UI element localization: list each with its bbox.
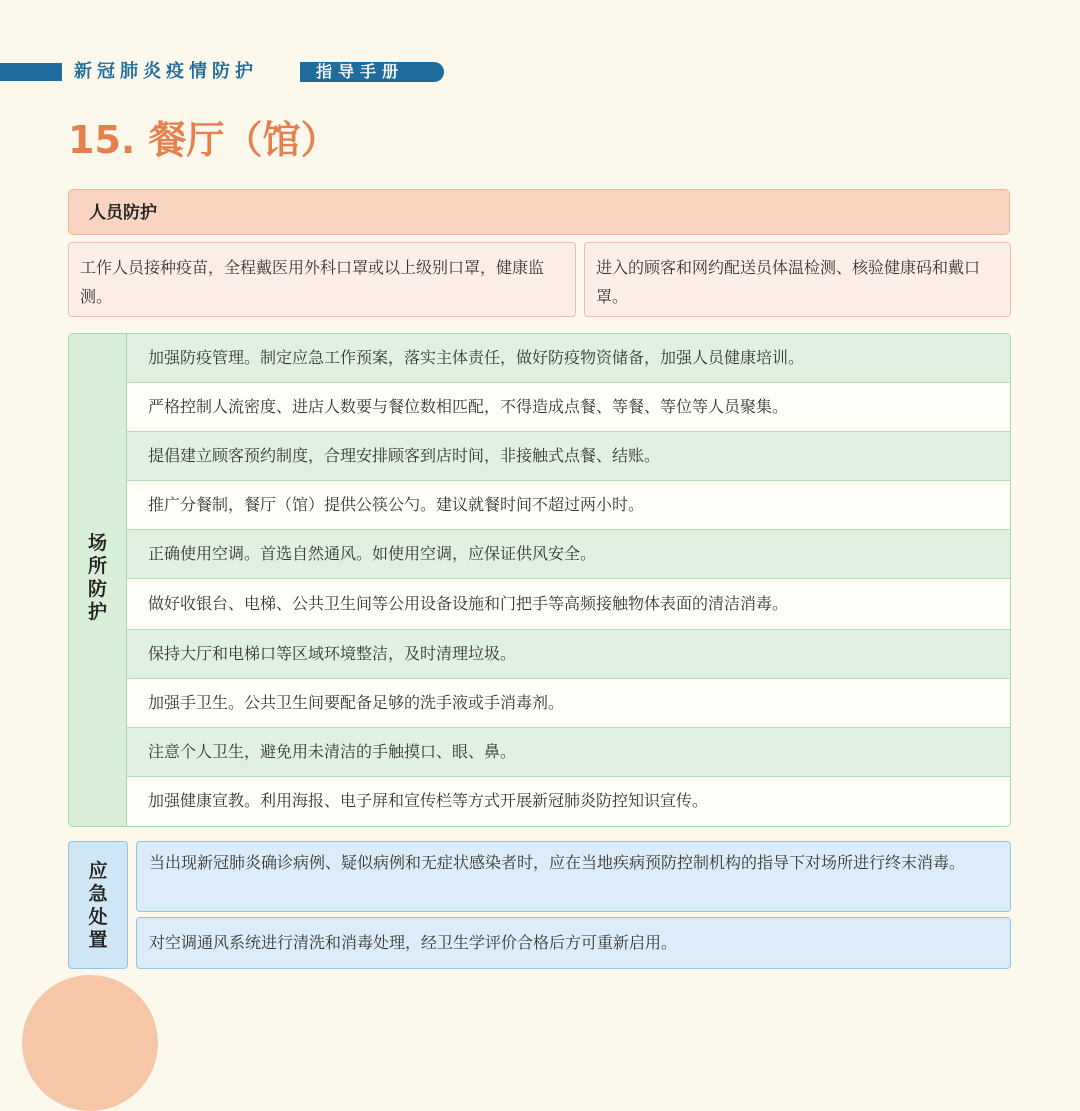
header-title: 新冠肺炎疫情防护	[74, 61, 258, 82]
label-char: 置	[88, 929, 108, 951]
label-char: 所	[87, 555, 107, 577]
site-item: 加强手卫生。公共卫生间要配备足够的洗手液或手消毒剂。	[127, 679, 1010, 728]
vertical-label	[69, 860, 127, 952]
label-char: 处	[88, 906, 108, 928]
header-bar	[0, 63, 62, 81]
decorative-circle	[22, 975, 158, 1111]
label-char: 护	[87, 601, 107, 623]
site-item: 加强健康宣教。利用海报、电子屏和宣传栏等方式开展新冠肺炎防控知识宣传。	[127, 777, 1010, 827]
site-item: 推广分餐制，餐厅（馆）提供公筷公勺。建议就餐时间不超过两小时。	[127, 481, 1010, 530]
label-char: 场	[87, 532, 107, 554]
site-protection-label	[69, 334, 127, 826]
vertical-label	[69, 532, 126, 624]
site-item: 保持大厅和电梯口等区域环境整洁，及时清理垃圾。	[127, 630, 1010, 679]
personnel-card: 进入的顾客和网约配送员体温检测、核验健康码和戴口罩。	[584, 242, 1011, 317]
header-pill-label: 指导手册	[316, 62, 405, 81]
site-item: 提倡建立顾客预约制度，合理安排顾客到店时间，非接触式点餐、结账。	[127, 432, 1010, 481]
label-char: 防	[87, 578, 107, 600]
page-title: 15. 餐厅（馆）	[68, 118, 339, 162]
site-item: 正确使用空调。首选自然通风。如使用空调，应保证供风安全。	[127, 530, 1010, 579]
emergency-item: 对空调通风系统进行清洗和消毒处理，经卫生学评价合格后方可重新启用。	[136, 917, 1011, 969]
emergency-item: 当出现新冠肺炎确诊病例、疑似病例和无症状感染者时，应在当地疾病预防控制机构的指导下对场所进行终末消毒。	[136, 841, 1011, 912]
label-char: 应	[88, 860, 108, 882]
header-pill	[300, 62, 444, 82]
personnel-heading-bar	[68, 189, 1010, 235]
site-protection-section	[68, 333, 1011, 827]
label-char: 急	[88, 883, 108, 905]
emergency-label	[68, 841, 128, 969]
personnel-card: 工作人员接种疫苗，全程戴医用外科口罩或以上级别口罩，健康监测。	[68, 242, 576, 317]
site-item: 严格控制人流密度、进店人数要与餐位数相匹配，不得造成点餐、等餐、等位等人员聚集。	[127, 383, 1010, 432]
site-item: 注意个人卫生，避免用未清洁的手触摸口、眼、鼻。	[127, 728, 1010, 777]
personnel-heading: 人员防护	[89, 203, 157, 223]
site-item: 加强防疫管理。制定应急工作预案，落实主体责任，做好防疫物资储备，加强人员健康培训。	[127, 334, 1010, 383]
site-item: 做好收银台、电梯、公共卫生间等公用设备设施和门把手等高频接触物体表面的清洁消毒。	[127, 579, 1010, 630]
